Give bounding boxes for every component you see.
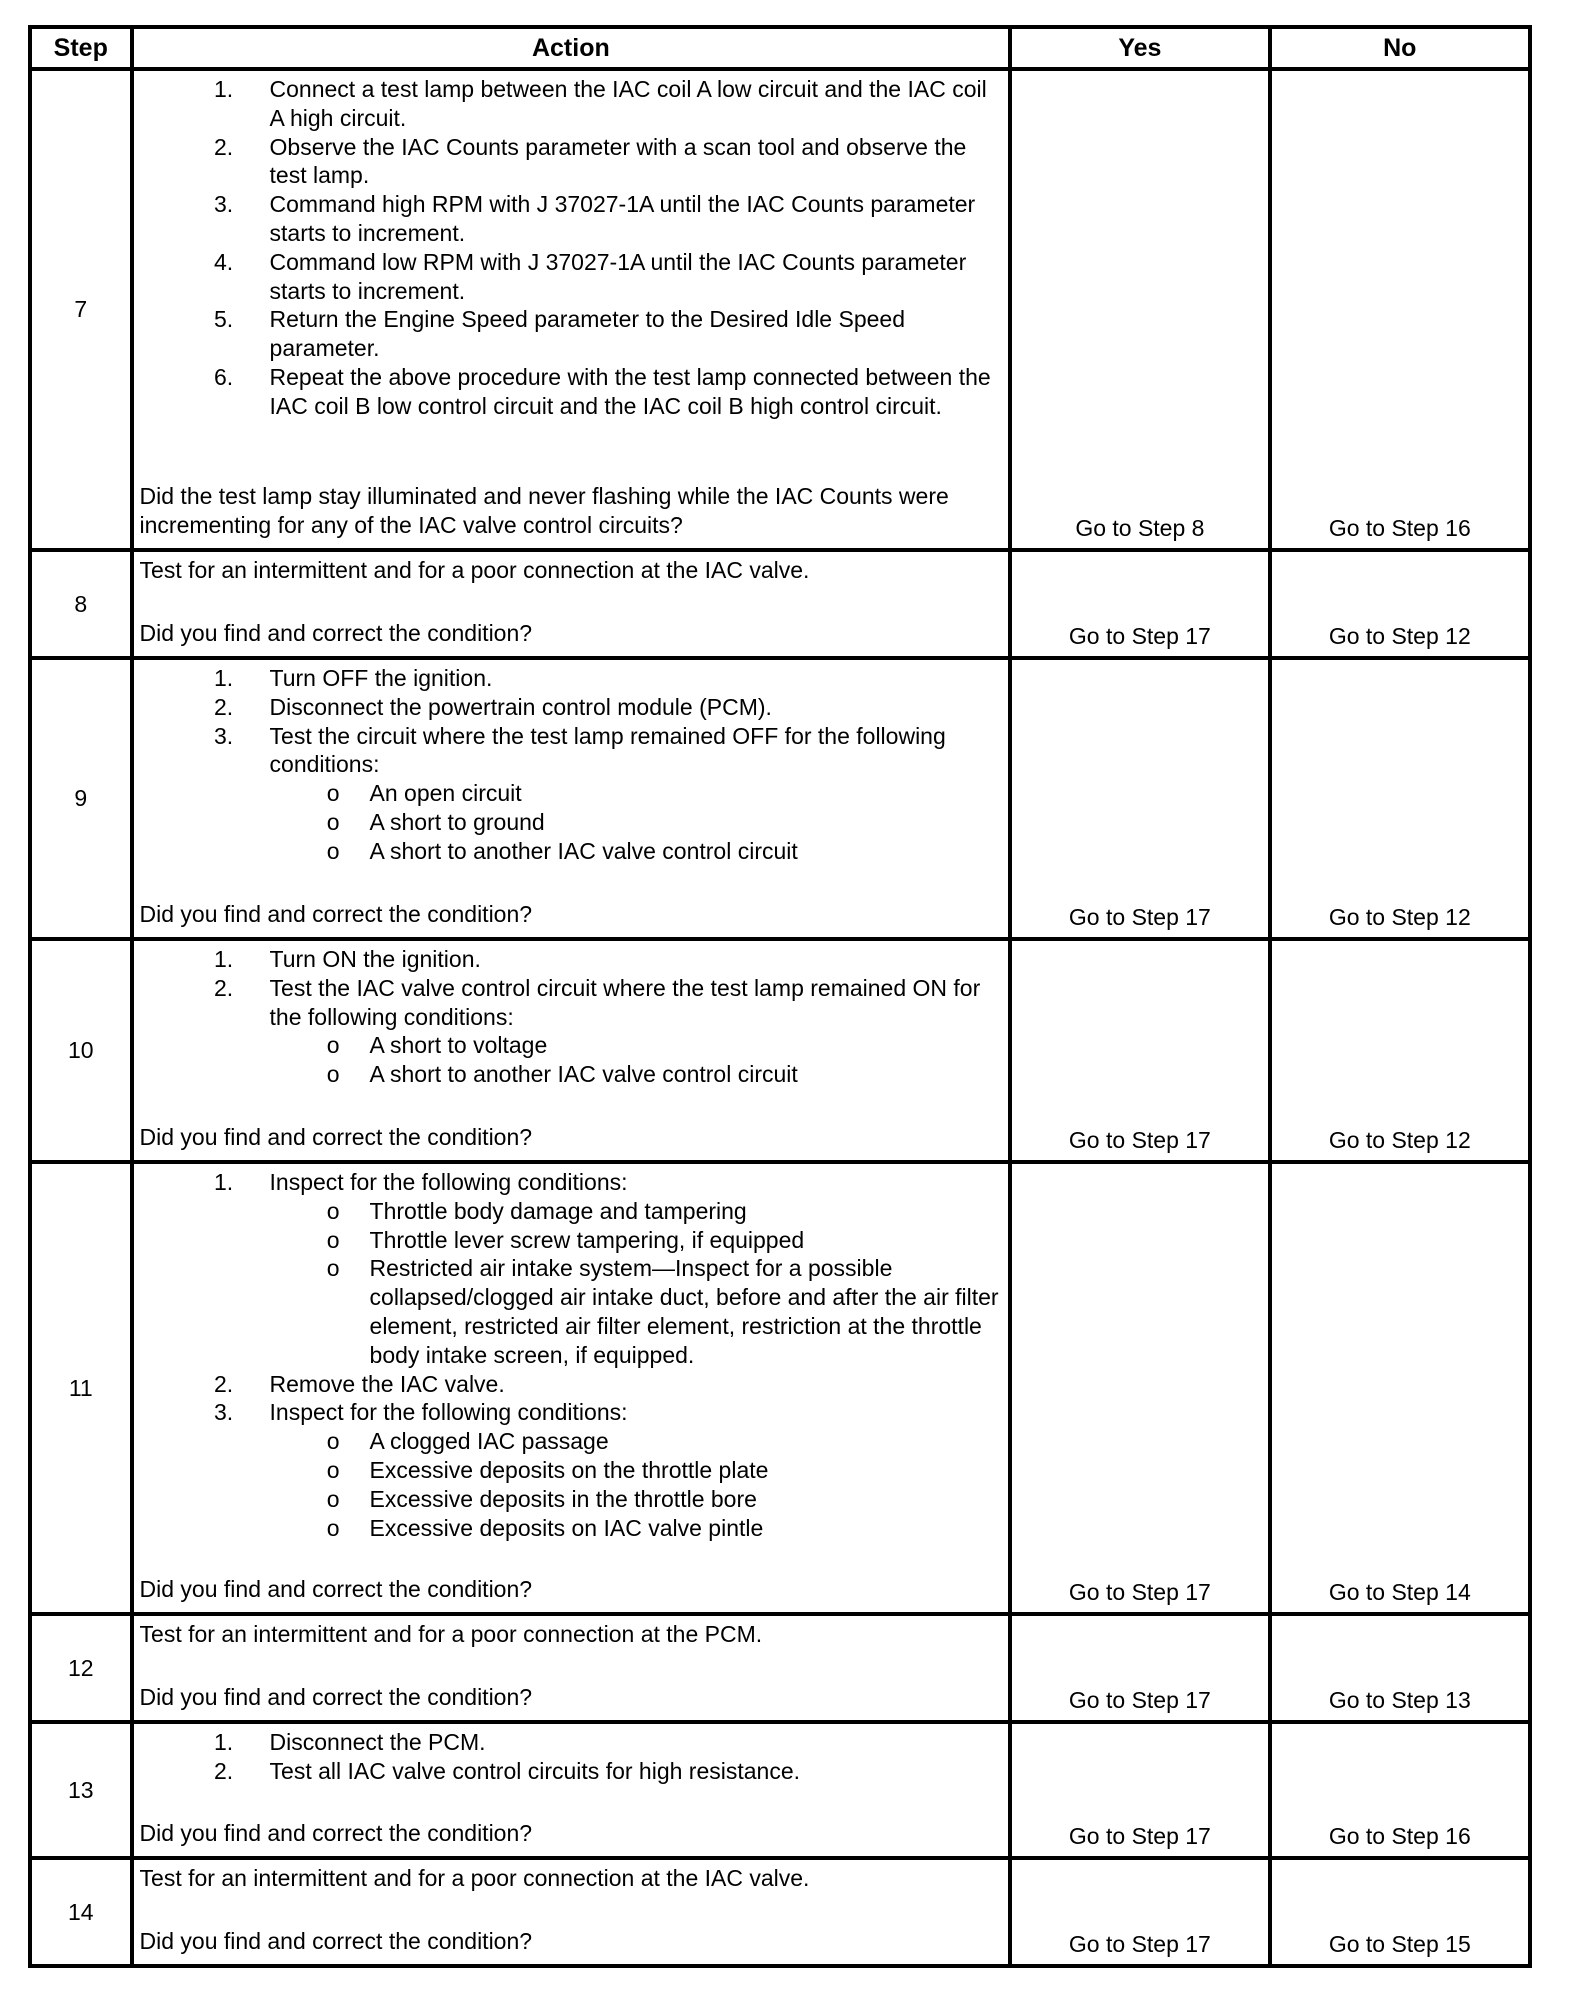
step-number: 7 [30, 69, 132, 550]
table-row [30, 939, 1530, 1162]
diagnostic-table [28, 25, 1532, 1968]
list-item-text: Observe the IAC Counts parameter with a scan tool and observe the test lamp. [269, 133, 967, 189]
action-instructions [140, 75, 1001, 421]
list-item-text: Command high RPM with J 37027-1A until the IAC Counts parameter starts to increment. [269, 191, 976, 246]
action-instructions [140, 664, 1001, 866]
header-action: Action [132, 27, 1011, 69]
sub-list-item: o Throttle body damage and tampering [340, 1197, 1001, 1226]
sub-list-item: o A short to ground [340, 808, 1001, 837]
action-instructions [140, 1168, 1001, 1542]
action-cell [132, 1858, 1011, 1966]
no-result: Go to Step 12 [1270, 939, 1530, 1162]
action-question: Did you find and correct the condition? [139, 1928, 533, 1955]
action-cell [132, 658, 1011, 939]
action-question: Did the test lamp stay illuminated and never flashing while the IAC Counts were incrementing for any of the IAC valve control circuits? [139, 483, 949, 539]
step-number: 8 [30, 550, 132, 658]
list-item-text: Turn ON the ignition. [269, 946, 481, 972]
list-item [240, 1370, 1001, 1399]
numbered-list [140, 1168, 1001, 1542]
table-row [30, 1722, 1530, 1858]
no-result: Go to Step 15 [1270, 1858, 1530, 1966]
list-item [240, 693, 1001, 722]
list-item [240, 1728, 1001, 1757]
yes-result: Go to Step 17 [1010, 658, 1269, 939]
sub-list-item: o Throttle lever screw tampering, if equipped [340, 1226, 1001, 1255]
table-row [30, 69, 1530, 550]
action-question: Did you find and correct the condition? [139, 1820, 533, 1847]
list-item [240, 1398, 1001, 1542]
action-question: Did you find and correct the condition? [139, 1576, 533, 1603]
action-question: Did you find and correct the condition? [139, 1684, 533, 1711]
no-result: Go to Step 16 [1270, 69, 1530, 550]
step-number: 12 [30, 1614, 132, 1722]
action-content [140, 1864, 1001, 1956]
action-content [140, 75, 1001, 540]
sub-list-item: o Excessive deposits on IAC valve pintle [340, 1514, 1001, 1543]
list-item [240, 248, 1001, 306]
list-item-text: Inspect for the following conditions: [269, 1399, 628, 1426]
step-number: 13 [30, 1722, 132, 1858]
action-instructions [140, 1728, 1001, 1786]
sub-list-item: o Excessive deposits in the throttle bore [340, 1485, 1001, 1514]
step-number: 10 [30, 939, 132, 1162]
list-item-text: Test the circuit where the test lamp remained OFF for the following conditions: [269, 722, 946, 778]
numbered-list [140, 945, 1001, 1089]
action-instructions [140, 1864, 1001, 1893]
yes-result: Go to Step 17 [1010, 1162, 1269, 1614]
numbered-list [140, 664, 1001, 866]
list-item [240, 133, 1001, 191]
sub-list [270, 1427, 1001, 1542]
header-row [30, 27, 1530, 69]
action-question: Did you find and correct the condition? [139, 620, 533, 647]
yes-result: Go to Step 8 [1010, 69, 1269, 550]
sub-list [270, 1197, 1001, 1370]
action-question: Did you find and correct the condition? [139, 901, 533, 928]
list-item-text: Inspect for the following conditions: [269, 1169, 628, 1195]
table-row [30, 1614, 1530, 1722]
list-item-text: Connect a test lamp between the IAC coil A low circuit and the IAC coil A high circuit. [269, 76, 987, 131]
list-item-text: Turn OFF the ignition. [269, 665, 493, 691]
sub-list-item: o A clogged IAC passage [340, 1427, 1001, 1456]
action-cell [132, 1722, 1011, 1858]
step-number: 14 [30, 1858, 132, 1966]
action-intro: Test for an intermittent and for a poor connection at the IAC valve. [139, 1865, 810, 1891]
table-row [30, 1162, 1530, 1614]
step-number: 11 [30, 1162, 132, 1614]
action-content [140, 556, 1001, 648]
list-item-text: Test all IAC valve control circuits for high resistance. [269, 1757, 801, 1784]
yes-result: Go to Step 17 [1010, 1614, 1269, 1722]
diagnostic-table-container [28, 25, 1532, 1968]
numbered-list [140, 1728, 1001, 1786]
no-result: Go to Step 12 [1270, 658, 1530, 939]
sub-list-item: o An open circuit [340, 779, 1001, 808]
action-question: Did you find and correct the condition? [139, 1124, 533, 1151]
table-row [30, 658, 1530, 939]
sub-list-item: o A short to another IAC valve control circuit [340, 837, 1001, 866]
action-content [140, 945, 1001, 1152]
list-item [240, 945, 1001, 974]
action-cell [132, 69, 1011, 550]
table-row [30, 1858, 1530, 1966]
sub-list-item: o Excessive deposits on the throttle plate [340, 1456, 1001, 1485]
list-item-text: Repeat the above procedure with the test lamp connected between the IAC coil B low control circuit and the IAC coil B high control circuit. [269, 363, 991, 419]
list-item-text: Disconnect the PCM. [269, 1729, 486, 1755]
list-item-text: Test the IAC valve control circuit where the test lamp remained ON for the following conditions: [269, 974, 981, 1030]
list-item-text: Remove the IAC valve. [269, 1370, 505, 1397]
yes-result: Go to Step 17 [1010, 939, 1269, 1162]
sub-list-item: o A short to voltage [340, 1031, 1001, 1060]
sub-list-item: o A short to another IAC valve control circuit [340, 1060, 1001, 1089]
action-intro: Test for an intermittent and for a poor connection at the PCM. [139, 1621, 763, 1647]
action-instructions [140, 556, 1001, 585]
list-item-text: Disconnect the powertrain control module (PCM). [269, 693, 772, 720]
sub-list-item: o Restricted air intake system—Inspect for a possible collapsed/clogged air intake duct, before and after the air filter element, restricted air filter element, restriction at the throttle body intake screen, if equipped. [340, 1254, 1001, 1369]
yes-result: Go to Step 17 [1010, 1722, 1269, 1858]
action-cell [132, 939, 1011, 1162]
action-cell [132, 1162, 1011, 1614]
header-yes: Yes [1010, 27, 1269, 69]
no-result: Go to Step 13 [1270, 1614, 1530, 1722]
action-content [140, 1168, 1001, 1604]
list-item [240, 363, 1001, 421]
header-no: No [1270, 27, 1530, 69]
action-instructions [140, 1620, 1001, 1649]
sub-list [270, 779, 1001, 865]
header-step: Step [30, 27, 132, 69]
no-result: Go to Step 12 [1270, 550, 1530, 658]
list-item [240, 1168, 1001, 1370]
action-cell [132, 1614, 1011, 1722]
yes-result: Go to Step 17 [1010, 1858, 1269, 1966]
table-row [30, 550, 1530, 658]
list-item [240, 664, 1001, 693]
list-item [240, 75, 1001, 133]
yes-result: Go to Step 17 [1010, 550, 1269, 658]
list-item [240, 1757, 1001, 1786]
list-item-text: Command low RPM with J 37027-1A until the IAC Counts parameter starts to increment. [269, 248, 967, 304]
action-intro: Test for an intermittent and for a poor connection at the IAC valve. [139, 557, 810, 583]
list-item [240, 305, 1001, 363]
list-item [240, 974, 1001, 1089]
action-cell [132, 550, 1011, 658]
no-result: Go to Step 14 [1270, 1162, 1530, 1614]
list-item [240, 190, 1001, 248]
table-body [30, 69, 1530, 1966]
numbered-list [140, 75, 1001, 421]
sub-list [270, 1031, 1001, 1089]
list-item [240, 722, 1001, 866]
action-instructions [140, 945, 1001, 1089]
no-result: Go to Step 16 [1270, 1722, 1530, 1858]
step-number: 9 [30, 658, 132, 939]
action-content [140, 1620, 1001, 1712]
list-item-text: Return the Engine Speed parameter to the Desired Idle Speed parameter. [269, 306, 905, 362]
action-content [140, 664, 1001, 929]
action-content [140, 1728, 1001, 1848]
